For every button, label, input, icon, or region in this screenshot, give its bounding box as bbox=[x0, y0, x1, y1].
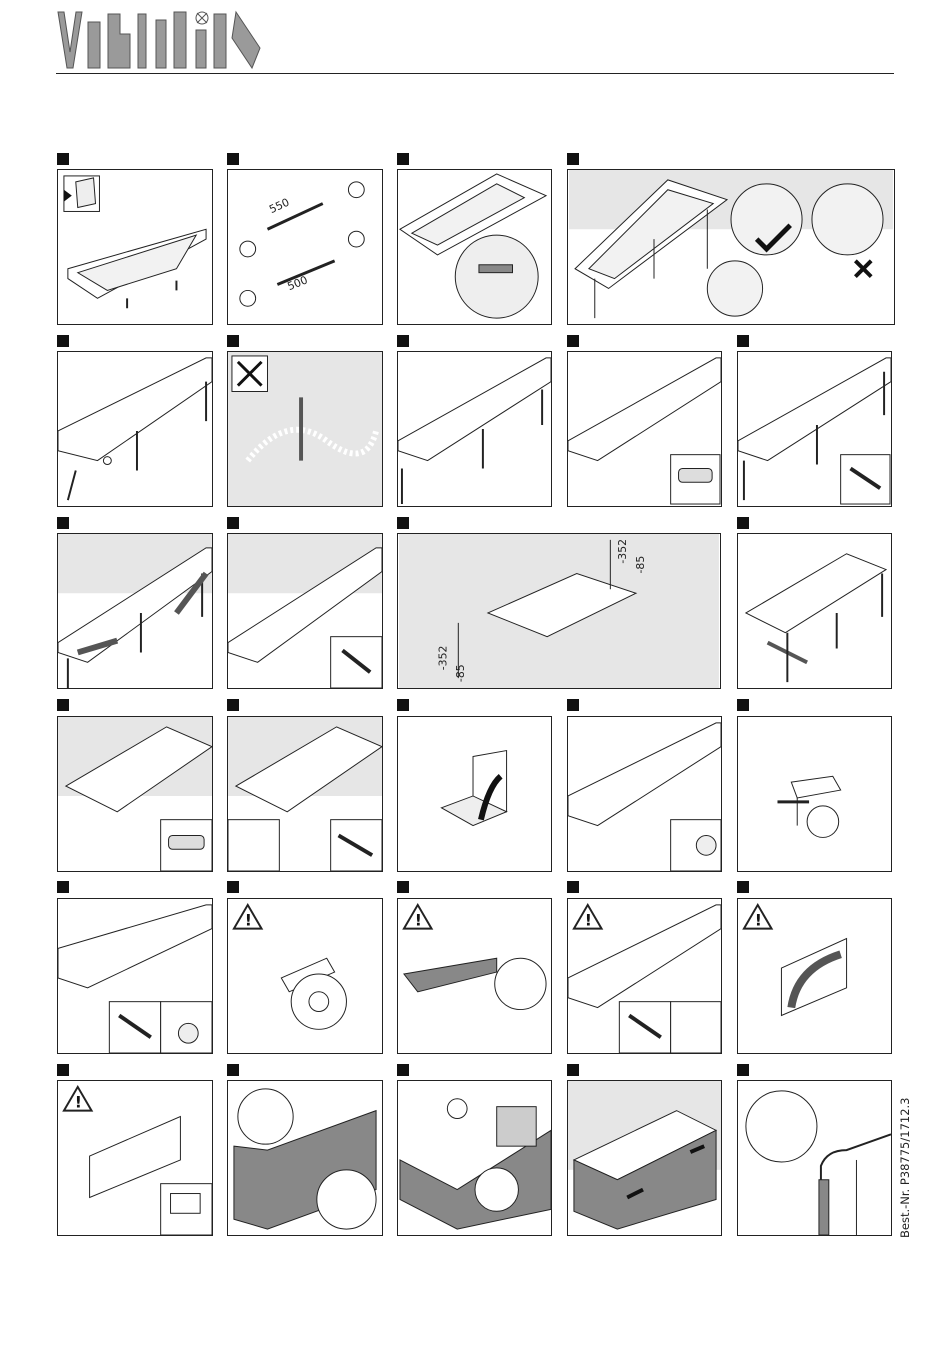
dimension-height-b: -85 bbox=[633, 555, 647, 574]
step-marker bbox=[567, 1064, 579, 1076]
step-marker bbox=[227, 1064, 239, 1076]
step-marker bbox=[57, 153, 69, 165]
wrench-icon bbox=[174, 12, 186, 68]
step-panel-warning-panel bbox=[57, 1080, 213, 1236]
step-panel-screw-feet bbox=[737, 351, 892, 507]
floor-heating-pipe bbox=[248, 430, 376, 461]
foot-icon bbox=[240, 290, 256, 306]
pad-icon bbox=[807, 806, 839, 838]
detail-circle bbox=[455, 235, 538, 318]
dowel-icon bbox=[169, 835, 205, 849]
step-marker bbox=[57, 335, 69, 347]
svg-text:!: ! bbox=[244, 910, 252, 930]
step-marker bbox=[737, 1064, 749, 1076]
step-panel-height-dimensions bbox=[397, 533, 721, 689]
step-panel-install-pads bbox=[57, 898, 213, 1054]
step-marker bbox=[567, 153, 579, 165]
step-marker bbox=[397, 335, 409, 347]
brand-logo bbox=[56, 8, 266, 72]
hand-drill-icon bbox=[108, 14, 130, 68]
step-panel-bracket-detail bbox=[397, 716, 552, 872]
silicone-gun-icon bbox=[196, 30, 206, 68]
detail-circle bbox=[238, 1089, 293, 1144]
dimension-height-b: -85 bbox=[454, 664, 468, 683]
step-panel-no-floor-heating bbox=[227, 351, 383, 507]
step-panel-place-feet bbox=[57, 351, 213, 507]
rod-length-a: 550 bbox=[267, 195, 292, 217]
step-marker bbox=[737, 335, 749, 347]
step-marker bbox=[397, 517, 409, 529]
step-marker bbox=[737, 517, 749, 529]
step-marker bbox=[57, 699, 69, 711]
step-marker bbox=[737, 699, 749, 711]
step-marker bbox=[227, 699, 239, 711]
step-panel-panel-corner bbox=[397, 1080, 552, 1236]
pad-icon bbox=[291, 974, 346, 1029]
step-panel-mount-brackets bbox=[567, 716, 722, 872]
step-marker bbox=[397, 699, 409, 711]
step-panel-wall-dowels bbox=[57, 716, 213, 872]
step-marker bbox=[57, 1064, 69, 1076]
detail-circle bbox=[746, 1091, 817, 1162]
pencil-icon bbox=[88, 22, 100, 68]
detail-circle bbox=[317, 1170, 376, 1229]
order-number: Best.-Nr. P38775/1712.3 bbox=[898, 1097, 912, 1238]
step-panel-finished-bath bbox=[567, 1080, 722, 1236]
step-marker bbox=[567, 881, 579, 893]
manual-icon bbox=[76, 178, 96, 208]
step-panel-frame-correct-incorrect bbox=[567, 169, 895, 325]
step-marker bbox=[227, 153, 239, 165]
step-marker bbox=[227, 335, 239, 347]
header-rule bbox=[56, 73, 894, 74]
step-panel-frame-rails bbox=[737, 533, 892, 689]
step-marker bbox=[397, 1064, 409, 1076]
detail-circle bbox=[475, 1168, 518, 1211]
step-panel-warning-strip bbox=[737, 898, 892, 1054]
step-panel-warning-pad bbox=[227, 898, 383, 1054]
handsaw-icon bbox=[404, 958, 497, 992]
detail-circle bbox=[707, 261, 762, 316]
step-marker bbox=[57, 517, 69, 529]
svg-text:!: ! bbox=[414, 910, 422, 930]
cross-icon bbox=[855, 261, 871, 277]
dowel-icon bbox=[679, 468, 713, 482]
step-panel-fix-center bbox=[227, 533, 383, 689]
step-panel-cut-rods bbox=[227, 169, 383, 325]
dimension-height-a: -352 bbox=[616, 538, 630, 564]
svg-text:!: ! bbox=[584, 910, 592, 930]
rod-length-b: 500 bbox=[285, 273, 310, 294]
handsaw-icon bbox=[232, 12, 260, 68]
step-panel-insert-dowels bbox=[567, 351, 722, 507]
step-marker bbox=[397, 153, 409, 165]
step-panel-gap-detail bbox=[737, 1080, 892, 1236]
detail-circle bbox=[812, 184, 883, 255]
step-marker bbox=[227, 517, 239, 529]
step-panel-wall-screws bbox=[227, 716, 383, 872]
svg-text:!: ! bbox=[74, 1092, 82, 1112]
step-marker bbox=[57, 881, 69, 893]
step-panel-warning-mount bbox=[567, 898, 722, 1054]
step-panel-attach-panels bbox=[227, 1080, 383, 1236]
pad-icon bbox=[495, 958, 546, 1009]
detail-circle bbox=[731, 184, 802, 255]
foot-icon bbox=[696, 835, 716, 855]
spirit-level-icon bbox=[156, 20, 166, 68]
step-panel-read-instructions bbox=[57, 169, 213, 325]
step-marker bbox=[737, 881, 749, 893]
svg-text:!: ! bbox=[754, 910, 762, 930]
screw-icon bbox=[138, 14, 146, 68]
step-panel-mark-drill bbox=[397, 351, 552, 507]
step-panel-bath-overview bbox=[397, 169, 552, 325]
step-marker bbox=[227, 881, 239, 893]
step-marker bbox=[397, 881, 409, 893]
foot-icon bbox=[348, 182, 364, 198]
foot-icon bbox=[240, 241, 256, 257]
dimension-height-a: -352 bbox=[436, 645, 450, 671]
step-panel-adjust-feet bbox=[57, 533, 213, 689]
step-panel-bracket-with-pad bbox=[737, 716, 892, 872]
pad-icon bbox=[178, 1023, 198, 1043]
foot-icon bbox=[348, 231, 364, 247]
letter-v-icon bbox=[58, 12, 82, 68]
step-marker bbox=[567, 335, 579, 347]
step-marker bbox=[567, 699, 579, 711]
step-panel-warning-saw bbox=[397, 898, 552, 1054]
